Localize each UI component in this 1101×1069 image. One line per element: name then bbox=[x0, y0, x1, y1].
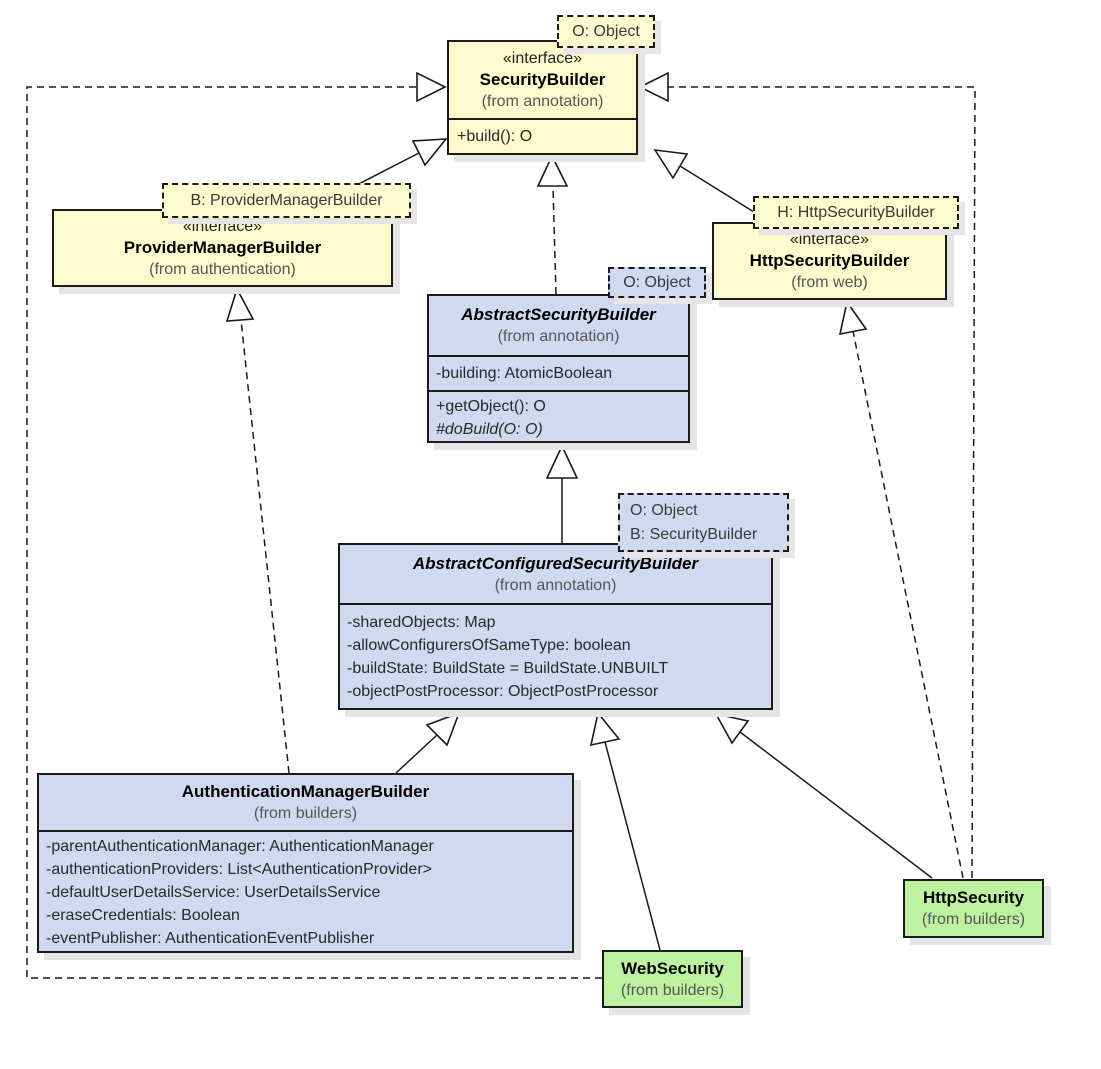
class-header bbox=[54, 211, 391, 285]
class-abstractconfiguredsecuritybuilder bbox=[338, 543, 773, 710]
package-label: (from annotation) bbox=[481, 93, 604, 110]
class-name: AuthenticationManagerBuilder bbox=[181, 782, 430, 801]
class-header bbox=[39, 775, 572, 830]
class-providermanagerbuilder bbox=[52, 209, 393, 287]
class-name: AbstractConfiguredSecurityBuilder bbox=[412, 553, 699, 573]
attribute-entry: -authenticationProviders: List<AuthenticationProvider> bbox=[46, 861, 432, 878]
class-name: WebSecurity bbox=[621, 958, 724, 978]
attribute-entry: -buildState: BuildState = BuildState.UNBUILT bbox=[347, 660, 669, 677]
edge-httpsecurity-realizes-securitybuilder bbox=[640, 73, 975, 878]
package-label: (from builders) bbox=[921, 911, 1026, 928]
class-websecurity bbox=[602, 950, 743, 1008]
type-param-securitybuilder bbox=[557, 15, 655, 48]
methods-compartment bbox=[449, 118, 636, 153]
attribute-entry: -sharedObjects: Map bbox=[347, 614, 496, 631]
method-entry: +getObject(): O bbox=[436, 398, 546, 415]
attribute-entry: -parentAuthenticationManager: AuthenticationManager bbox=[46, 838, 434, 855]
class-name: HttpSecurityBuilder bbox=[749, 251, 910, 270]
package-label: (from web) bbox=[791, 274, 868, 291]
type-param-text: O: Object bbox=[623, 273, 691, 291]
edge-authenticationmanagerbuilder-extends-abstractconfiguredsecuritybuilder bbox=[396, 713, 459, 773]
abstract-method-entry: #doBuild(O: O) bbox=[436, 421, 543, 438]
type-param-text: H: HttpSecurityBuilder bbox=[777, 203, 935, 221]
type-param-providermanagerbuilder bbox=[162, 183, 411, 218]
attribute-entry: -defaultUserDetailsService: UserDetailsService bbox=[46, 884, 381, 901]
type-param-abstractconfiguredsecuritybuilder bbox=[618, 493, 789, 552]
package-label: (from annotation) bbox=[494, 576, 617, 594]
stereotype-label: «interface» bbox=[502, 50, 583, 67]
edge-httpsecurity-realizes-httpsecuritybuilder bbox=[840, 302, 963, 878]
type-param-text: O: Object bbox=[630, 501, 698, 519]
attribute-entry: -building: AtomicBoolean bbox=[436, 365, 613, 382]
edge-abstractsecuritybuilder-realizes-securitybuilder bbox=[538, 156, 567, 294]
class-name: HttpSecurity bbox=[922, 888, 1025, 907]
edge-authenticationmanagerbuilder-realizes-providermanagerbuilder bbox=[227, 289, 289, 773]
methods-compartment bbox=[429, 390, 688, 444]
class-header bbox=[714, 224, 945, 298]
class-abstractsecuritybuilder bbox=[427, 294, 690, 443]
type-param-httpsecuritybuilder bbox=[753, 196, 959, 229]
attributes-compartment bbox=[39, 830, 572, 953]
package-label: (from builders) bbox=[620, 981, 725, 999]
method-entry: +build(): O bbox=[457, 128, 533, 145]
attribute-entry: -allowConfigurersOfSameType: boolean bbox=[347, 637, 631, 654]
edge-httpsecurity-extends-abstractconfiguredsecuritybuilder bbox=[716, 714, 932, 878]
edge-websecurity-extends-abstractconfiguredsecuritybuilder bbox=[591, 713, 660, 950]
type-param-text: O: Object bbox=[572, 22, 640, 40]
stereotype-label: «interface» bbox=[182, 218, 263, 235]
attribute-entry: -objectPostProcessor: ObjectPostProcessor bbox=[347, 683, 659, 700]
attributes-compartment bbox=[429, 355, 688, 390]
class-header bbox=[340, 545, 771, 603]
class-authenticationmanagerbuilder bbox=[37, 773, 574, 953]
class-securitybuilder bbox=[447, 40, 638, 155]
stereotype-label: «interface» bbox=[789, 231, 870, 248]
class-header bbox=[429, 296, 688, 355]
attributes-compartment bbox=[340, 603, 771, 709]
package-label: (from authentication) bbox=[149, 261, 296, 278]
class-name: AbstractSecurityBuilder bbox=[461, 305, 656, 324]
class-name: SecurityBuilder bbox=[479, 70, 606, 89]
package-label: (from annotation) bbox=[497, 328, 620, 345]
type-param-text: B: SecurityBuilder bbox=[630, 525, 758, 543]
class-httpsecuritybuilder bbox=[712, 222, 947, 300]
attribute-entry: -eventPublisher: AuthenticationEventPublisher bbox=[46, 930, 375, 947]
package-label: (from builders) bbox=[253, 805, 358, 822]
class-header bbox=[449, 42, 636, 118]
type-param-abstractsecuritybuilder bbox=[608, 267, 706, 298]
class-header bbox=[604, 952, 741, 1006]
class-header bbox=[905, 881, 1042, 936]
class-name: ProviderManagerBuilder bbox=[123, 238, 322, 257]
type-param-text: B: ProviderManagerBuilder bbox=[190, 191, 383, 209]
class-httpsecurity bbox=[903, 879, 1044, 938]
attribute-entry: -eraseCredentials: Boolean bbox=[46, 907, 240, 924]
edge-abstractconfiguredsecuritybuilder-extends-abstractsecuritybuilder bbox=[547, 446, 577, 543]
